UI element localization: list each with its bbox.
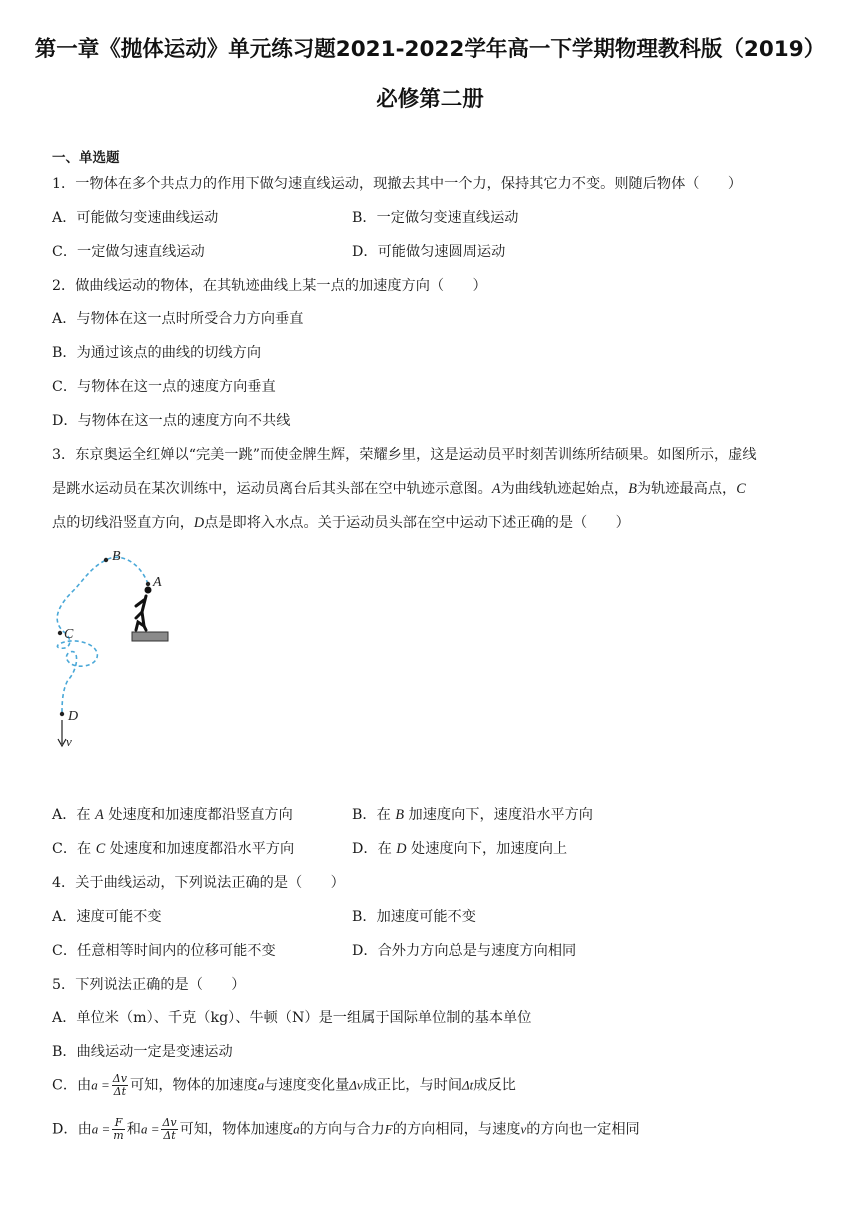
point-c-dot <box>58 631 62 635</box>
q4-option-a[interactable]: A．速度可能不变 <box>52 909 162 925</box>
q4-stem: 4．关于曲线运动，下列说法正确的是（ ） <box>52 875 345 891</box>
q3-stem-line1: 3．东京奥运全红婵以“完美一跳”而使金牌生辉，荣耀乡里，这是运动员平时刻苦训练所结硕果。如图所示，虚线 <box>52 447 757 463</box>
diving-trajectory-figure <box>40 540 190 760</box>
fraction-dv-dt-2: $\frac{\Delta v}{\Delta t}$ <box>162 1116 177 1142</box>
fraction-dv-dt: $\frac{\Delta v}{\Delta t}$ <box>112 1072 127 1098</box>
q5-option-b[interactable]: B．曲线运动一定是变速运动 <box>52 1044 233 1060</box>
label-b: B <box>112 549 121 564</box>
q2-stem: 2．做曲线运动的物体，在其轨迹曲线上某一点的加速度方向（ ） <box>52 278 487 294</box>
q5-stem: 5．下列说法正确的是（ ） <box>52 977 246 993</box>
q1-option-c[interactable]: C．一定做匀速直线运动 <box>52 244 205 260</box>
q4-option-b[interactable]: B．加速度可能不变 <box>352 909 476 925</box>
q1-stem: 1．一物体在多个共点力的作用下做匀速直线运动，现撤去其中一个力，保持其它力不变。则随后物体（ ） <box>52 176 743 192</box>
label-a: A <box>153 575 162 590</box>
q5-option-d[interactable]: D．由a = $\frac{F}{m}$ 和a = $\frac{\Delta v}{\Delta t}$ 可知，物体加速度a的方向与合力F的方向相同，与速度v的方向也一定相同 <box>52 1116 640 1142</box>
point-d-dot <box>60 712 64 716</box>
point-a-dot <box>146 582 150 586</box>
page-title-line2: 必修第二册 <box>376 87 484 112</box>
q4-option-c[interactable]: C．任意相等时间内的位移可能不变 <box>52 943 276 959</box>
q1-option-b[interactable]: B．一定做匀变速直线运动 <box>352 210 519 226</box>
fraction-f-m: $\frac{F}{m}$ <box>113 1116 124 1142</box>
q3-option-d[interactable]: D．在 D 处速度向下，加速度向上 <box>352 841 568 857</box>
section-heading: 一、单选题 <box>52 150 120 166</box>
label-d: D <box>68 709 79 724</box>
q2-option-a[interactable]: A．与物体在这一点时所受合力方向垂直 <box>52 311 304 327</box>
q1-option-a[interactable]: A．可能做匀变速曲线运动 <box>52 210 219 226</box>
q4-option-d[interactable]: D．合外力方向总是与速度方向相同 <box>352 943 577 959</box>
q2-option-b[interactable]: B．为通过该点的曲线的切线方向 <box>52 345 262 361</box>
point-b-dot <box>104 558 108 562</box>
page-title-line1: 第一章《抛体运动》单元练习题2021-2022学年高一下学期物理教科版（2019） <box>34 37 826 62</box>
q1-option-d[interactable]: D．可能做匀速圆周运动 <box>352 244 506 260</box>
diver-icon <box>136 587 152 631</box>
q3-option-b[interactable]: B．在 B 加速度向下，速度沿水平方向 <box>352 807 593 823</box>
q5-option-c[interactable]: C．由a = $\frac{\Delta v}{\Delta t}$ 可知，物体的加速度a与速度变化量Δv成正比，与时间Δt成反比 <box>52 1072 516 1098</box>
q5-option-a[interactable]: A．单位米（m）、千克（kg）、牛顿（N）是一组属于国际单位制的基本单位 <box>52 1010 532 1026</box>
q2-option-c[interactable]: C．与物体在这一点的速度方向垂直 <box>52 379 276 395</box>
q2-option-d[interactable]: D．与物体在这一点的速度方向不共线 <box>52 413 291 429</box>
q3-option-a[interactable]: A．在 A 处速度和加速度都沿竖直方向 <box>52 807 293 823</box>
diving-platform <box>132 632 168 641</box>
label-c: C <box>64 627 74 642</box>
q3-stem-line2: 是跳水运动员在某次训练中，运动员离台后其头部在空中轨迹示意图。A为曲线轨迹起始点，B为轨迹最高点，C <box>52 481 746 497</box>
q3-option-c[interactable]: C．在 C 处速度和加速度都沿水平方向 <box>52 841 295 857</box>
q3-stem-line3: 点的切线沿竖直方向，D点是即将入水点。关于运动员头部在空中运动下述正确的是（ ） <box>52 515 630 531</box>
label-v: v <box>66 734 72 749</box>
